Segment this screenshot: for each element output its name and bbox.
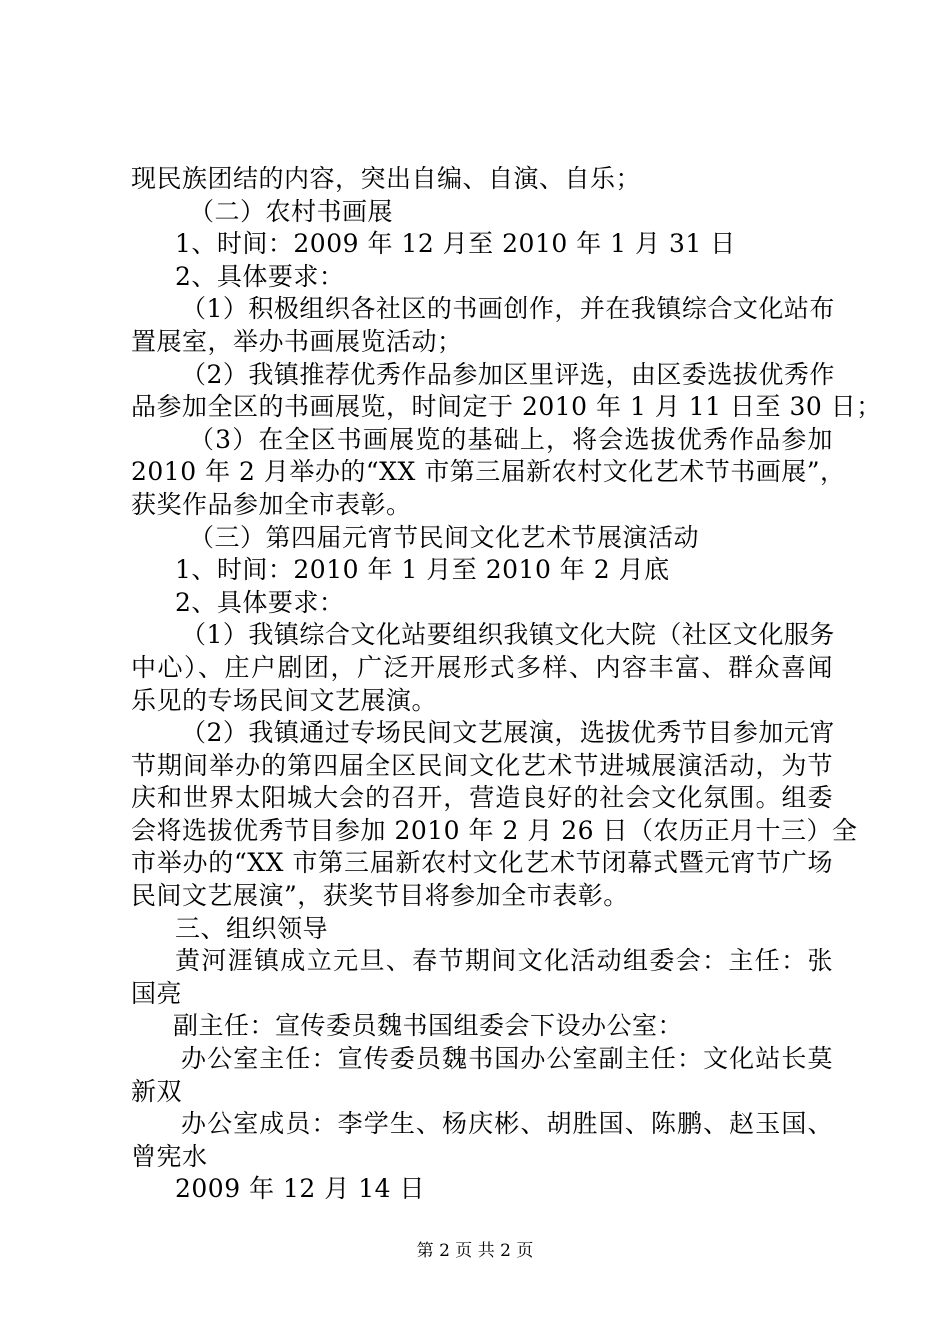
paragraph-line: 市举办的“XX 市第三届新农村文化艺术节闭幕式暨元宵节广场 [131, 848, 833, 878]
paragraph-line: 国亮 [131, 978, 183, 1008]
paragraph-line: 2010 年 2 月举办的“XX 市第三届新农村文化艺术节书画展”， [131, 457, 846, 487]
document-body [131, 163, 882, 1206]
section-heading: （二）农村书画展 [189, 196, 394, 226]
paragraph-line: 节期间举办的第四届全区民间文化艺术节进城展演活动，为节 [131, 750, 833, 780]
paragraph-line: （1）我镇综合文化站要组织我镇文化大院（社区文化服务 [181, 620, 835, 650]
paragraph-line: 现民族团结的内容，突出自编、自演、自乐； [131, 164, 642, 193]
paragraph-line: 庆和世界太阳城大会的召开，营造良好的社会文化氛围。组委 [131, 783, 833, 813]
paragraph-line: 乐见的专场民间文艺展演。 [131, 685, 438, 715]
paragraph-line: 获奖作品参加全市表彰。 [131, 489, 412, 519]
section-heading: 三、组织领导 [175, 913, 329, 943]
paragraph-line: 置展室，举办书画展览活动； [131, 326, 463, 356]
paragraph-line: （2）我镇通过专场民间文艺展演，选拔优秀节目参加元宵 [181, 718, 835, 748]
page-footer [0, 1240, 950, 1262]
paragraph-line: 中心）、庄户剧团，广泛开展形式多样、内容丰富、群众喜闻 [131, 652, 833, 682]
paragraph-line: （2）我镇推荐优秀作品参加区里评选，由区委选拔优秀作 [181, 359, 835, 389]
document-date: 2009 年 12 月 14 日 [175, 1174, 425, 1204]
paragraph-line: 曾宪水 [131, 1141, 208, 1171]
paragraph-line: 2、具体要求： [175, 587, 345, 617]
paragraph-line: 1、时间：2009 年 12 月至 2010 年 1 月 31 日 [175, 229, 736, 259]
page-number-label: 第 2 页 共 2 页 [416, 1241, 534, 1261]
paragraph-line: 品参加全区的书画展览，时间定于 2010 年 1 月 11 日至 30 日； [131, 392, 882, 422]
paragraph-line: （1）积极组织各社区的书画创作，并在我镇综合文化站布 [181, 294, 835, 324]
paragraph-line: 办公室成员：李学生、杨庆彬、胡胜国、陈鹏、赵玉国、 [181, 1109, 833, 1139]
paragraph-line: 会将选拔优秀节目参加 2010 年 2 月 26 日（农历正月十三）全 [131, 815, 858, 845]
paragraph-line: 新双 [131, 1076, 183, 1106]
paragraph-line: 民间文艺展演”，获奖节目将参加全市表彰。 [131, 881, 629, 911]
paragraph-line: 1、时间：2010 年 1 月至 2010 年 2 月底 [175, 555, 670, 585]
section-heading: （三）第四届元宵节民间文化艺术节展演活动 [189, 522, 700, 552]
paragraph-line: （3）在全区书画展览的基础上，将会选拔优秀作品参加 [189, 424, 833, 454]
paragraph-line: 办公室主任：宣传委员魏书国办公室副主任：文化站长莫 [181, 1044, 833, 1074]
paragraph-line: 黄河涯镇成立元旦、春节期间文化活动组委会：主任：张 [175, 946, 833, 976]
paragraph-line: 副主任：宣传委员魏书国组委会下设办公室： [173, 1011, 684, 1041]
paragraph-line: 2、具体要求： [175, 261, 345, 291]
